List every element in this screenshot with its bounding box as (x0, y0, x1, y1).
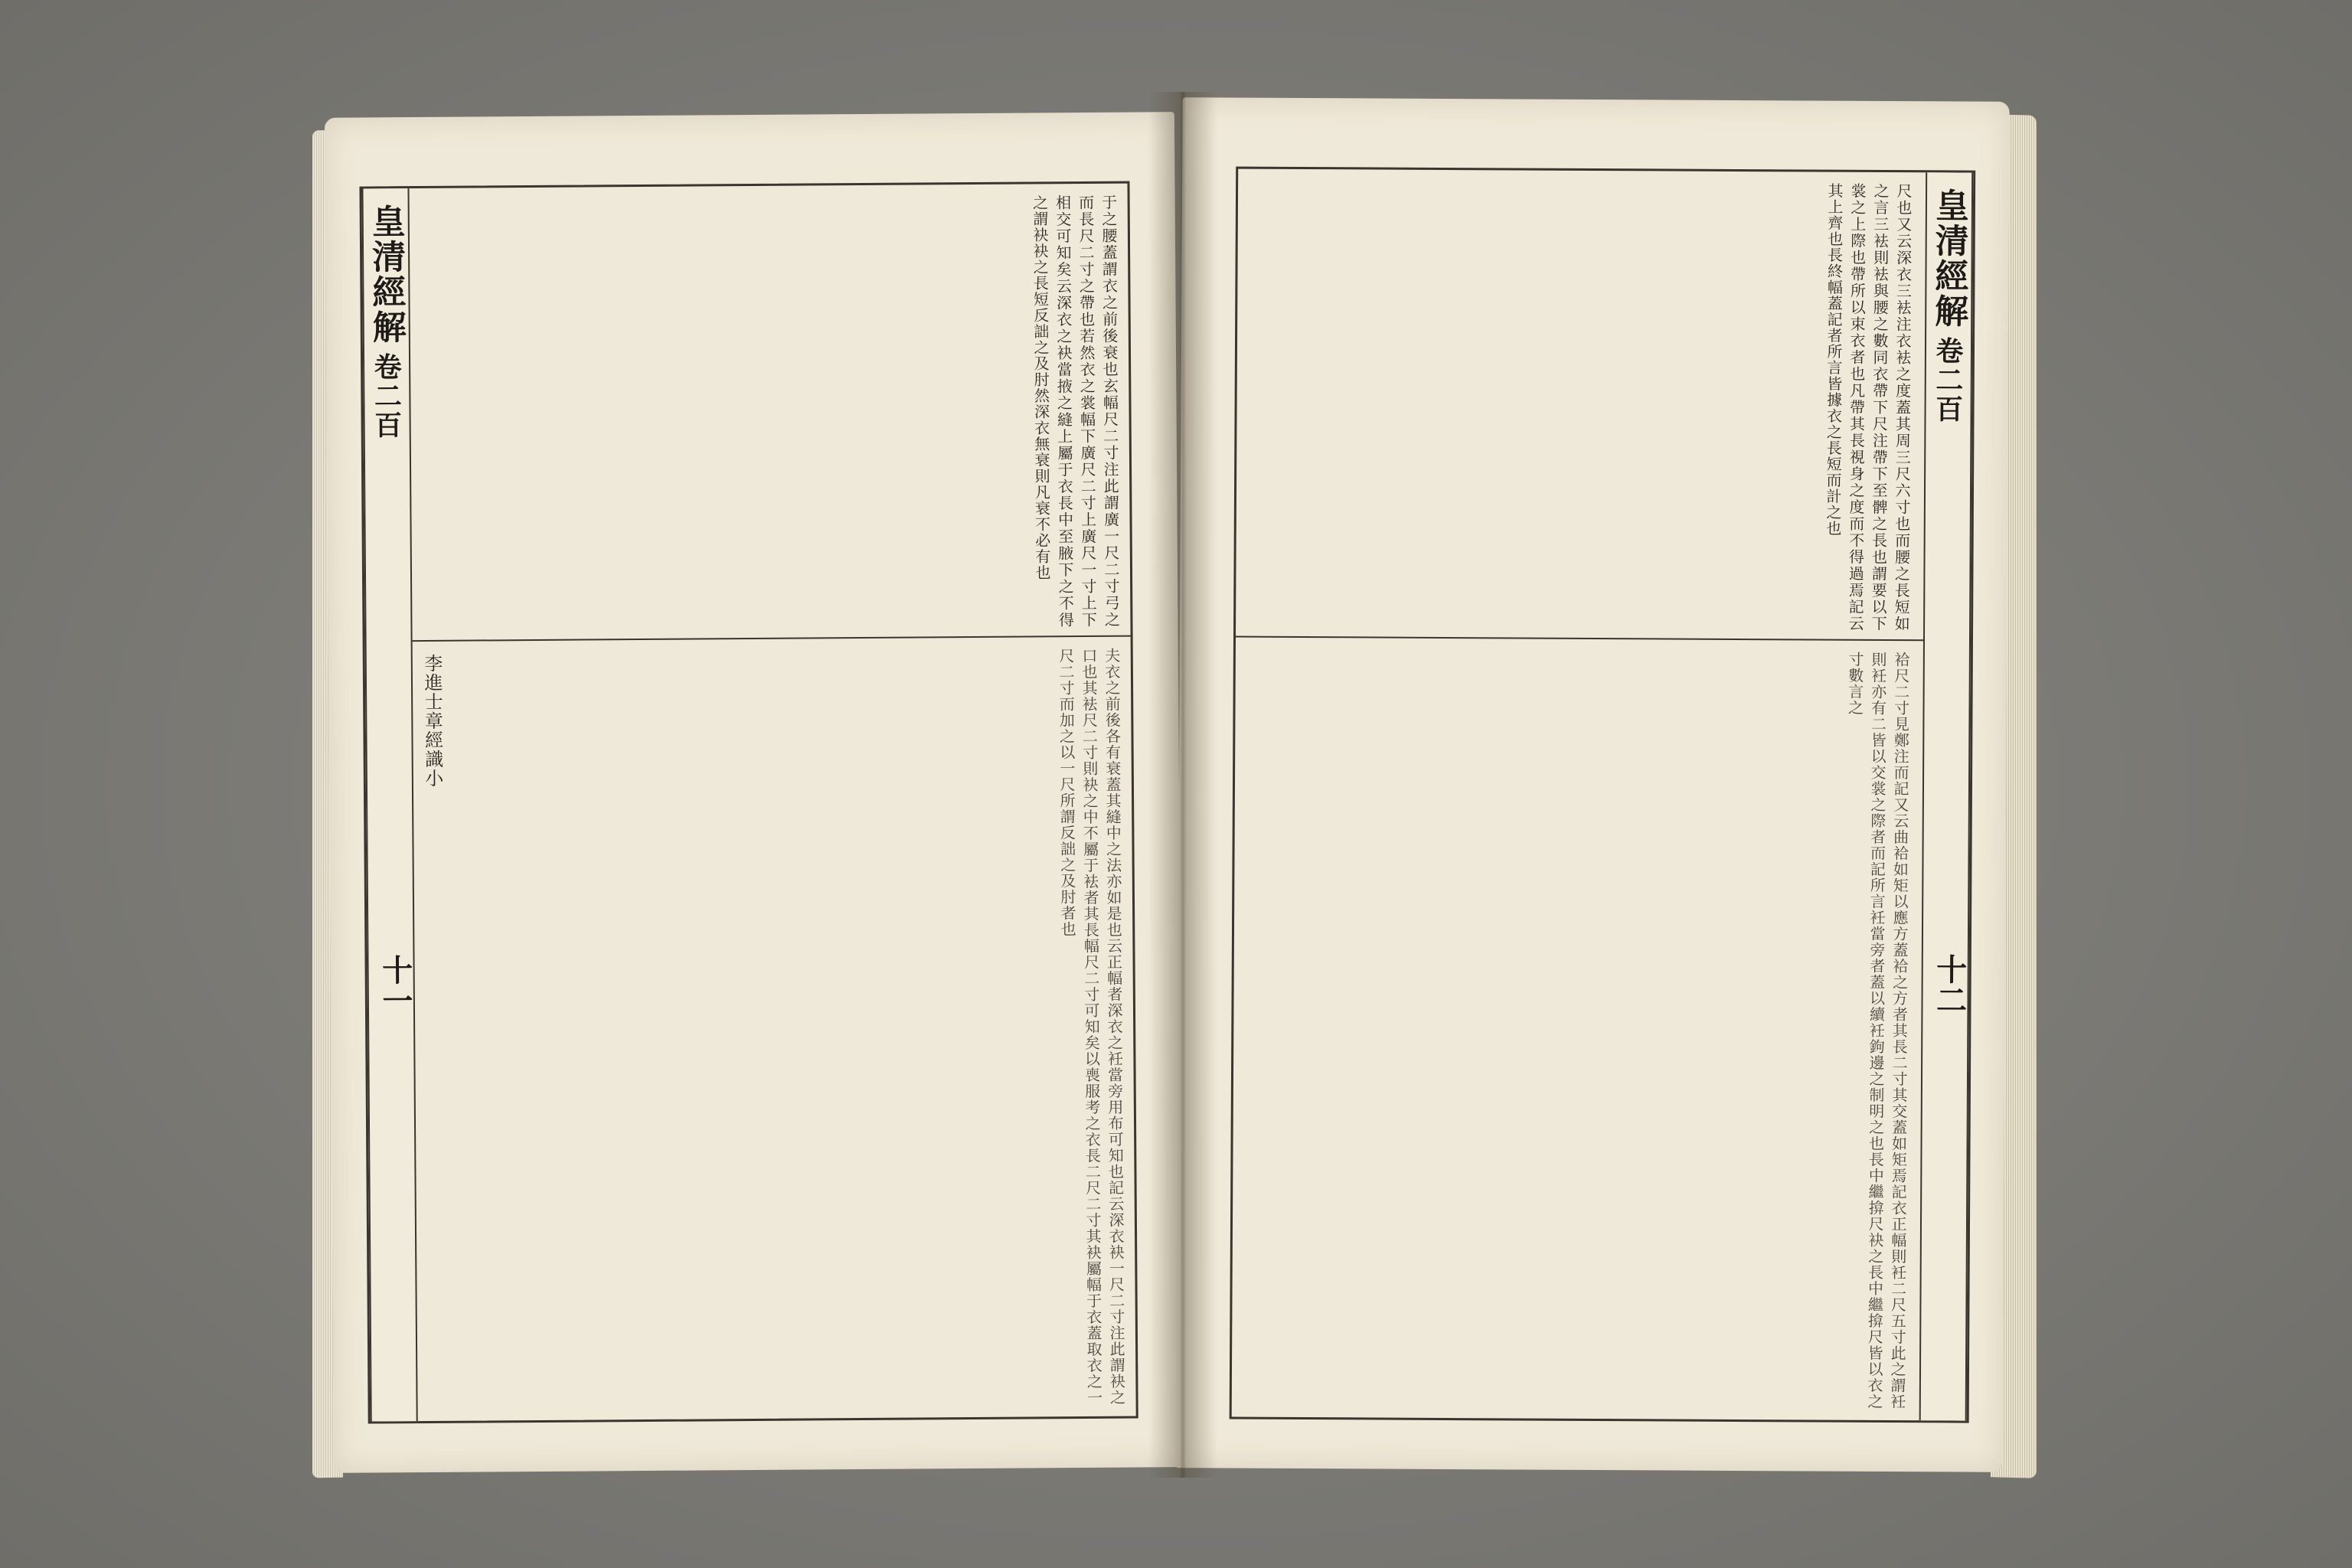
page-number: 十二 (1931, 953, 1968, 1015)
left-page (325, 112, 1184, 1473)
right-page-frame (1230, 167, 1976, 1423)
left-page-frame (359, 181, 1138, 1424)
register-divider (365, 635, 1131, 642)
upper-register-text: 于之腰蓋謂衣之前後衰也玄幅尺二寸注此謂廣一尺二寸弓之而長尺二寸之帶也若然衣之裳幅下廣尺二寸上廣尺一寸上下相交可知矣云深衣之袂當掖之縫上屬于衣長中至腋下之不得之謂袂袂之長短反詘之及肘然深衣無衰則凡衰不必有也 (1030, 194, 1121, 629)
page-number: 十一 (377, 954, 414, 1016)
center-volume: 卷二百 (1931, 336, 1965, 424)
upper-register-text: 尺也又云深衣三袪注衣袪之度蓋其周三尺六寸也而腰之長短如之言三袪則袪與腰之數同衣帶下尺注帶下至髀之長也謂要以下裳之上際也帶所以束衣者也凡帶其長視身之度而不得過焉記云其上齊也長終幅蓋記者所言皆據衣之長短而計之也 (1823, 182, 1913, 632)
center-volume: 卷二百 (369, 352, 403, 440)
center-column-left (361, 188, 417, 1421)
register-divider (1236, 636, 1971, 642)
right-page (1175, 97, 2009, 1472)
book-gutter (1148, 92, 1217, 1478)
lower-register-text: 袷尺二寸見鄭注而記又云曲袷如矩以應方蓋袷之方者其長二寸其交蓋如矩焉記衣正幅則衽二尺五寸此之謂衽則衽亦有二皆以交裳之際者而記所言衽當旁者蓋以續衽鉤邊之制明之也長中繼揜尺袂之長中繼揜尺皆以衣之寸數言之 (1845, 651, 1910, 1410)
lower-register-text: 夫衣之前後各有衰蓋其縫中之法亦如是也云正幅者深衣之衽當旁用布可知也記云深衣袂一尺二寸注此謂袂之口也其袪尺二寸則袂之中不屬于袪者其長幅尺二寸可知矣以喪服考之衣長二尺二寸其袂屬幅于衣蓋取衣之一尺二寸而加之以一尺所謂反詘之及肘者也 (1056, 647, 1126, 1406)
center-title: 皇清經解 (1929, 188, 1969, 329)
center-column-right (1919, 172, 1974, 1420)
attribution: 李進士章經識小 (420, 653, 443, 789)
center-title: 皇清經解 (365, 204, 406, 345)
